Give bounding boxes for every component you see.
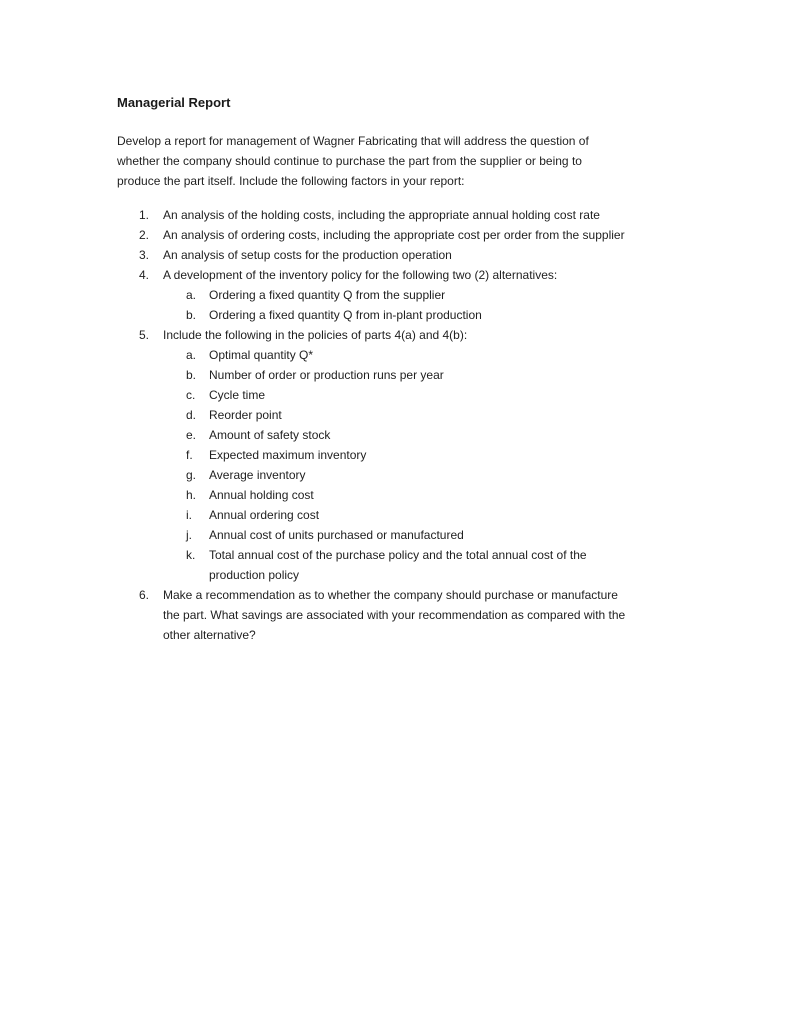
sub-list-letter: e.	[186, 428, 197, 442]
list-number: 5.	[139, 328, 150, 342]
list-text: A development of the inventory policy for the following two (2) alternatives:	[163, 268, 558, 282]
sub-list-text: Reorder point	[209, 408, 282, 422]
list-item-continuation	[117, 605, 717, 625]
sub-list-text: Annual cost of units purchased or manufactured	[209, 528, 464, 542]
sub-list-letter: b.	[186, 308, 197, 322]
list-number: 2.	[139, 228, 150, 242]
sub-list-item	[117, 525, 717, 545]
list-text: Include the following in the policies of parts 4(a) and 4(b):	[163, 328, 468, 342]
sub-list-letter: b.	[186, 368, 197, 382]
sub-list-item	[117, 345, 717, 365]
list-number: 4.	[139, 268, 150, 282]
intro-paragraph	[117, 131, 677, 191]
list-item	[117, 265, 717, 285]
factor-list	[117, 205, 717, 645]
sub-list-item	[117, 505, 717, 525]
sub-list-item	[117, 305, 717, 325]
list-number: 1.	[139, 208, 150, 222]
sub-list-text: Number of order or production runs per year	[209, 368, 444, 382]
list-text: Make a recommendation as to whether the company should purchase or manufacture	[163, 588, 618, 602]
sub-list-letter: k.	[186, 548, 196, 562]
sub-list-text: Average inventory	[209, 468, 306, 482]
list-text: other alternative?	[163, 628, 256, 642]
sub-list-text: Expected maximum inventory	[209, 448, 367, 462]
sub-list-item	[117, 445, 717, 465]
sub-list-letter: i.	[186, 508, 192, 522]
sub-list-text: Total annual cost of the purchase policy and the total annual cost of the	[209, 548, 587, 562]
sub-list-text: Amount of safety stock	[209, 428, 331, 442]
sub-list-text: Ordering a fixed quantity Q from in-plant production	[209, 308, 482, 322]
sub-list-letter: g.	[186, 468, 197, 482]
intro-line: produce the part itself. Include the following factors in your report:	[117, 174, 465, 188]
intro-line: Develop a report for management of Wagner Fabricating that will address the question of	[117, 134, 589, 148]
report-title: Managerial Report	[117, 95, 231, 110]
sub-list-letter: d.	[186, 408, 197, 422]
list-item	[117, 585, 717, 605]
list-item	[117, 225, 717, 245]
list-item	[117, 205, 717, 225]
sub-list-item	[117, 365, 717, 385]
sub-list-letter: c.	[186, 388, 196, 402]
sub-list-item	[117, 405, 717, 425]
sub-list-letter: f.	[186, 448, 193, 462]
sub-list-item	[117, 385, 717, 405]
list-number: 3.	[139, 248, 150, 262]
sub-list-letter: a.	[186, 288, 197, 302]
sub-list-item	[117, 425, 717, 445]
sub-list-letter: a.	[186, 348, 197, 362]
sub-list-text: production policy	[209, 568, 300, 582]
sub-list-item	[117, 465, 717, 485]
list-item	[117, 245, 717, 265]
sub-list-text: Ordering a fixed quantity Q from the supplier	[209, 288, 446, 302]
sub-list-text: Optimal quantity Q*	[209, 348, 314, 362]
sub-list-letter: h.	[186, 488, 197, 502]
intro-line: whether the company should continue to purchase the part from the supplier or being to	[117, 154, 582, 168]
sub-list-item	[117, 285, 717, 305]
list-text: the part. What savings are associated with your recommendation as compared with the	[163, 608, 626, 622]
sub-list-letter: j.	[186, 528, 192, 542]
list-text: An analysis of the holding costs, including the appropriate annual holding cost rate	[163, 208, 600, 222]
sub-list-text: Cycle time	[209, 388, 266, 402]
list-item-continuation	[117, 625, 717, 645]
sub-list-item	[117, 485, 717, 505]
sub-list-text: Annual ordering cost	[209, 508, 320, 522]
sub-list-item-continuation	[117, 565, 717, 585]
list-item	[117, 325, 717, 345]
list-number: 6.	[139, 588, 150, 602]
sub-list-text: Annual holding cost	[209, 488, 314, 502]
list-text: An analysis of ordering costs, including the appropriate cost per order from the supplier	[163, 228, 625, 242]
list-text: An analysis of setup costs for the production operation	[163, 248, 452, 262]
sub-list-item	[117, 545, 717, 565]
